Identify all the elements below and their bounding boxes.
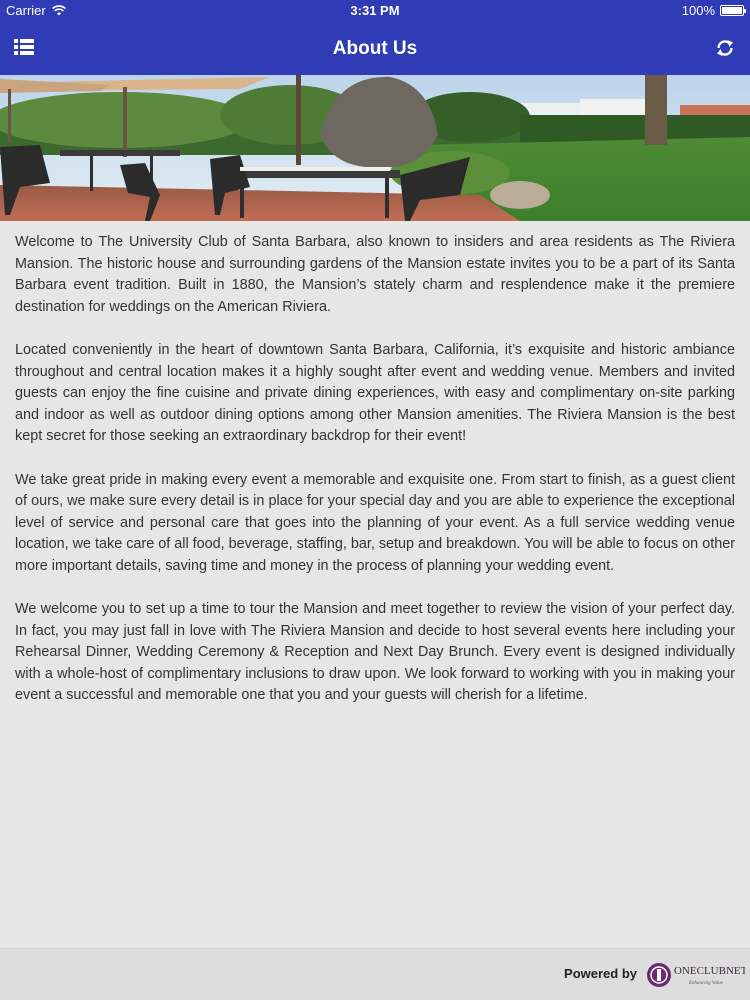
- hero-garden-image: [0, 75, 750, 221]
- logo-tagline: Enhancing Value: [689, 981, 724, 986]
- about-paragraph: Located conveniently in the heart of downtown Santa Barbara, California, it’s exquisite and historic ambiance throughout and central location makes it a highly sought after event and wedding venue. Members and invited guests can enjoy the fine cuisine and private dining experiences, with easy and complimentary on-site parking and indoor as well as outdoor dining options among other Mansion amenities. The Riviera Mansion is the best kept secret for those seeking an extraordinary backdrop for their event!: [15, 341, 735, 445]
- logo-wordmark: ONECLUBNET: [674, 965, 745, 977]
- battery-icon: [720, 5, 744, 16]
- battery-percent: 100%: [681, 3, 715, 18]
- oneclubnet-logo[interactable]: [645, 960, 745, 990]
- status-time: 3:31 PM: [350, 3, 400, 18]
- refresh-icon[interactable]: [714, 37, 736, 59]
- about-paragraph: Welcome to The University Club of Santa Barbara, also known to insiders and area residents as The Riviera Mansion. The historic house and surrounding gardens of the Mansion estate invites you to be a part of its Santa Barbara event tradition. Built in 1880, the Mansion’s stately charm and resplendence make it the premiere destination for weddings on the American Riviera.: [15, 234, 735, 315]
- about-paragraph: We take great pride in making every event a memorable and exquisite one. From start to finish, as a guest client of ours, we make sure every detail is in place for your special day and you are able to experience the exceptional level of service and personal care that goes into the planning of your event. As a full service wedding venue location, we take care of all food, beverage, staffing, bar, setup and breakdown. You will be able to focus on other more important details, saving time and money in the process of planning your wedding event.: [15, 471, 735, 574]
- status-bar: [0, 0, 750, 22]
- page-title: About Us: [332, 38, 418, 59]
- about-content: [15, 232, 735, 729]
- powered-by-label: Powered by: [564, 966, 637, 981]
- footer: [0, 948, 750, 1000]
- about-paragraph: We welcome you to set up a time to tour the Mansion and meet together to review the vision of your perfect day. In fact, you may just fall in love with The Riviera Mansion and decide to host several events here including your Rehearsal Dinner, Wedding Ceremony & Reception and Next Day Brunch. Every event is designed individually with a whole-host of complimentary inclusions to draw upon. We look forward to working with you in making your event a successful and memorable one that you and your guests will cherish for a lifetime.: [15, 601, 735, 704]
- app-header: [0, 0, 750, 75]
- carrier-label: Carrier: [6, 3, 46, 18]
